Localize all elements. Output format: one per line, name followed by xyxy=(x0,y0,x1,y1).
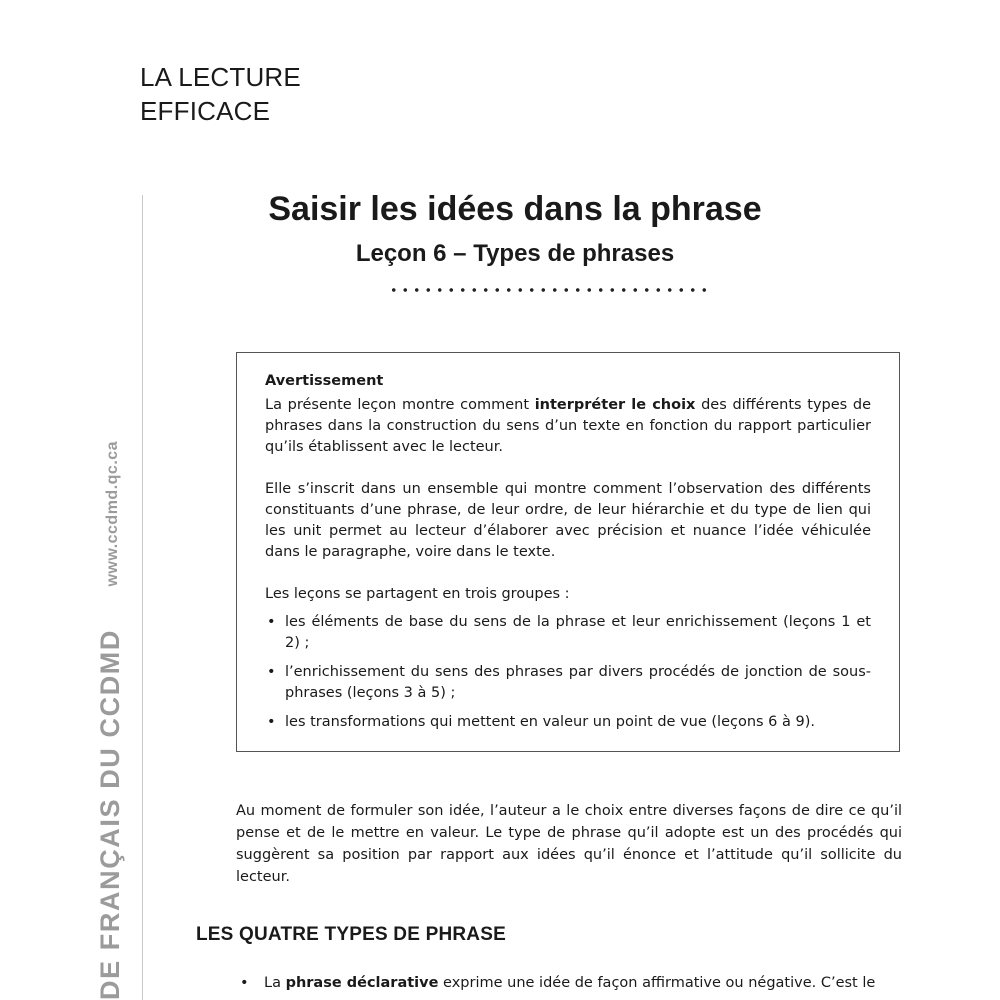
warning-p1-emphasis: interpréter le choix xyxy=(534,397,696,413)
brand-logo xyxy=(140,60,301,128)
warning-box xyxy=(236,352,900,752)
margin-rule xyxy=(142,195,143,1000)
bullet-text-end: exprime une idée de façon affirmative ou négative. C’est le xyxy=(438,975,876,991)
lesson-groups-list xyxy=(265,612,871,733)
list-item: • les transformations qui mettent en valeur un point de vue (leçons 6 à 9). xyxy=(265,712,871,733)
brand-line-2: EFFICACE xyxy=(140,96,271,126)
warning-heading: Avertissement xyxy=(265,373,384,389)
sidebar-publisher: DE FRANÇAIS DU CCDMD xyxy=(95,629,125,1000)
warning-p1-start: La présente leçon montre comment xyxy=(265,397,535,413)
bullet-text-start: La xyxy=(264,975,286,991)
bullet-icon: • xyxy=(240,975,249,991)
page-title: Saisir les idées dans la phrase xyxy=(268,190,762,228)
page-subtitle: Leçon 6 – Types de phrases xyxy=(355,240,675,267)
sidebar-url: www.ccdmd.qc.ca xyxy=(104,440,121,587)
bullet-emphasis: phrase déclarative xyxy=(285,975,439,991)
list-item: • les éléments de base du sens de la phrase et leur enrichissement (leçons 1 et 2) ; xyxy=(265,612,871,654)
sidebar-credit xyxy=(95,441,126,1000)
warning-paragraph-1 xyxy=(265,395,871,458)
brand-line-1: LA LECTURE xyxy=(140,62,301,92)
list-item: • l’enrichissement du sens des phrases par divers procédés de jonction de sous-phrases (leçons 3 à 5) ; xyxy=(265,662,871,704)
warning-p1-end: des différents types de phrases dans la construction du sens d’un texte en fonction du rapport particulier qu’ils établissent avec le lecteur. xyxy=(265,397,872,455)
intro-paragraph: Au moment de formuler son idée, l’auteur a le choix entre diverses façons de dire ce qu’il pense et de le mettre en valeur. Le type de phrase qu’il adopte est un des procédés qui suggèrent sa position par rapport aux idées qu’il énonce et l’attitude qu’il sollicite du lecteur. xyxy=(236,803,902,885)
list-item xyxy=(236,972,902,994)
dotted-divider xyxy=(388,287,710,293)
warning-paragraph-2: Elle s’inscrit dans un ensemble qui montre comment l’observation des différents constituants d’une phrase, de leur ordre, de leur hiérarchie et du type de lien qui les unit permet au lecteur d’élaborer avec précision et nuance l’idée véhiculée dans le paragraphe, voire dans le texte. xyxy=(265,481,871,560)
section-heading: LES QUATRE TYPES DE PHRASE xyxy=(196,924,506,945)
warning-paragraph-3: Les leçons se partagent en trois groupes : xyxy=(265,586,570,602)
